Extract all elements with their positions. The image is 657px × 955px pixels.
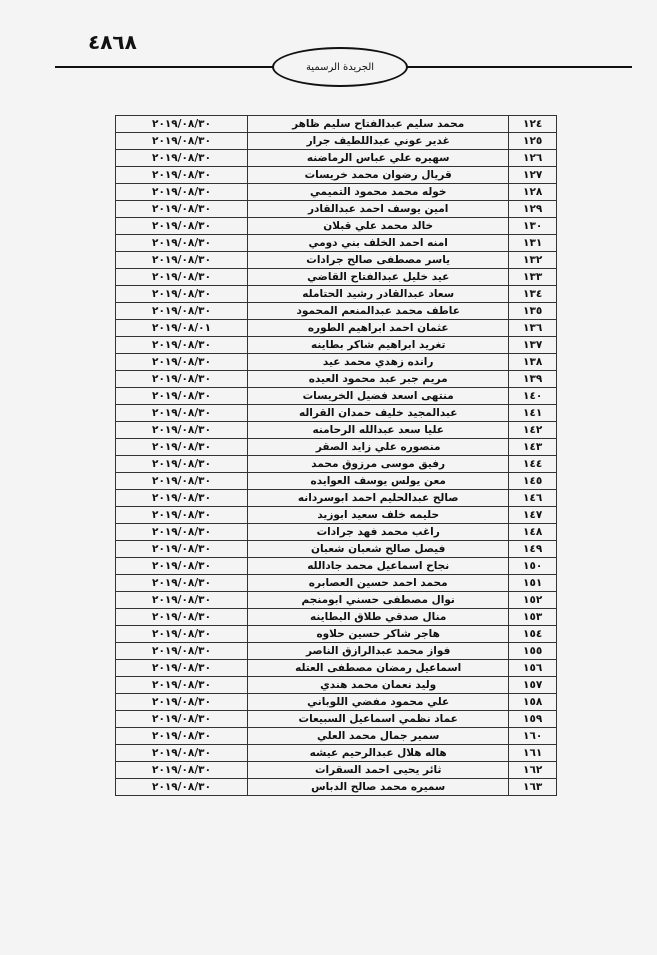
person-name: هاجر شاكر حسين حلاوه bbox=[248, 626, 509, 643]
row-number: ١٤٦ bbox=[509, 490, 557, 507]
publication-title-oval bbox=[272, 47, 408, 87]
row-number: ١٢٥ bbox=[509, 133, 557, 150]
row-number: ١٤٤ bbox=[509, 456, 557, 473]
row-number: ١٢٦ bbox=[509, 150, 557, 167]
table-row bbox=[116, 371, 557, 388]
table-row bbox=[116, 354, 557, 371]
row-date: ٢٠١٩/٠٨/٣٠ bbox=[116, 762, 248, 779]
row-date: ٢٠١٩/٠٨/٣٠ bbox=[116, 575, 248, 592]
row-date: ٢٠١٩/٠٨/٣٠ bbox=[116, 473, 248, 490]
person-name: نجاح اسماعيل محمد جادالله bbox=[248, 558, 509, 575]
person-name: رانده زهدي محمد عيد bbox=[248, 354, 509, 371]
row-number: ١٤٧ bbox=[509, 507, 557, 524]
publication-title: الجريدة الرسمية bbox=[305, 61, 375, 73]
person-name: تغريد ابراهيم شاكر بطاينه bbox=[248, 337, 509, 354]
row-date: ٢٠١٩/٠٨/٣٠ bbox=[116, 167, 248, 184]
table-row bbox=[116, 558, 557, 575]
person-name: قريال رضوان محمد خريسات bbox=[248, 167, 509, 184]
table-row bbox=[116, 728, 557, 745]
row-number: ١٤٠ bbox=[509, 388, 557, 405]
person-name: فيصل صالح شعبان شعبان bbox=[248, 541, 509, 558]
row-number: ١٤٢ bbox=[509, 422, 557, 439]
person-name: معن يولس يوسف العوايده bbox=[248, 473, 509, 490]
row-date: ٢٠١٩/٠٨/٣٠ bbox=[116, 133, 248, 150]
row-number: ١٣٣ bbox=[509, 269, 557, 286]
row-date: ٢٠١٩/٠٨/٣٠ bbox=[116, 779, 248, 796]
row-date: ٢٠١٩/٠٨/٣٠ bbox=[116, 269, 248, 286]
row-number: ١٣٢ bbox=[509, 252, 557, 269]
row-number: ١٢٧ bbox=[509, 167, 557, 184]
person-name: سميره محمد صالح الدباس bbox=[248, 779, 509, 796]
table-row bbox=[116, 235, 557, 252]
person-name: عماد نظمي اسماعيل السبيعات bbox=[248, 711, 509, 728]
row-number: ١٣١ bbox=[509, 235, 557, 252]
row-date: ٢٠١٩/٠٨/٠١ bbox=[116, 320, 248, 337]
row-number: ١٣٠ bbox=[509, 218, 557, 235]
table-row bbox=[116, 609, 557, 626]
person-name: حليمه خلف سعيد ابوزيد bbox=[248, 507, 509, 524]
row-number: ١٤٣ bbox=[509, 439, 557, 456]
row-date: ٢٠١٩/٠٨/٣٠ bbox=[116, 235, 248, 252]
row-number: ١٣٨ bbox=[509, 354, 557, 371]
person-name: اسماعيل رمضان مصطفى العتله bbox=[248, 660, 509, 677]
person-name: عليا سعد عبدالله الرحامنه bbox=[248, 422, 509, 439]
row-date: ٢٠١٩/٠٨/٣٠ bbox=[116, 150, 248, 167]
row-number: ١٥٦ bbox=[509, 660, 557, 677]
row-number: ١٣٧ bbox=[509, 337, 557, 354]
row-date: ٢٠١٩/٠٨/٣٠ bbox=[116, 422, 248, 439]
row-date: ٢٠١٩/٠٨/٣٠ bbox=[116, 711, 248, 728]
row-date: ٢٠١٩/٠٨/٣٠ bbox=[116, 354, 248, 371]
table-row bbox=[116, 524, 557, 541]
row-number: ١٥٣ bbox=[509, 609, 557, 626]
row-date: ٢٠١٩/٠٨/٣٠ bbox=[116, 643, 248, 660]
row-number: ١٥٤ bbox=[509, 626, 557, 643]
row-number: ١٣٩ bbox=[509, 371, 557, 388]
table-row bbox=[116, 745, 557, 762]
names-table bbox=[115, 115, 557, 796]
person-name: ياسر مصطفى صالح جرادات bbox=[248, 252, 509, 269]
person-name: رفيق موسى مرزوق محمد bbox=[248, 456, 509, 473]
row-number: ١٥٩ bbox=[509, 711, 557, 728]
row-date: ٢٠١٩/٠٨/٣٠ bbox=[116, 745, 248, 762]
person-name: وليد نعمان محمد هندي bbox=[248, 677, 509, 694]
table-row bbox=[116, 184, 557, 201]
table-row bbox=[116, 133, 557, 150]
row-number: ١٤١ bbox=[509, 405, 557, 422]
person-name: علي محمود مفضي اللوباني bbox=[248, 694, 509, 711]
table-row bbox=[116, 269, 557, 286]
row-date: ٢٠١٩/٠٨/٣٠ bbox=[116, 252, 248, 269]
person-name: خوله محمد محمود التميمي bbox=[248, 184, 509, 201]
row-number: ١٦٠ bbox=[509, 728, 557, 745]
table-row bbox=[116, 711, 557, 728]
person-name: عبدالمجيد خليف حمدان القراله bbox=[248, 405, 509, 422]
row-date: ٢٠١٩/٠٨/٣٠ bbox=[116, 388, 248, 405]
row-date: ٢٠١٩/٠٨/٣٠ bbox=[116, 524, 248, 541]
row-number: ١٢٩ bbox=[509, 201, 557, 218]
person-name: امنه احمد الخلف بني دومي bbox=[248, 235, 509, 252]
row-number: ١٥٧ bbox=[509, 677, 557, 694]
row-date: ٢٠١٩/٠٨/٣٠ bbox=[116, 609, 248, 626]
row-number: ١٢٨ bbox=[509, 184, 557, 201]
person-name: عيد خليل عبدالفتاح القاضي bbox=[248, 269, 509, 286]
row-number: ١٢٤ bbox=[509, 116, 557, 133]
table-row bbox=[116, 660, 557, 677]
table-row bbox=[116, 337, 557, 354]
row-date: ٢٠١٩/٠٨/٣٠ bbox=[116, 184, 248, 201]
row-date: ٢٠١٩/٠٨/٣٠ bbox=[116, 337, 248, 354]
table-row bbox=[116, 762, 557, 779]
table-row bbox=[116, 541, 557, 558]
person-name: هاله هلال عبدالرحيم عيشه bbox=[248, 745, 509, 762]
person-name: عاطف محمد عبدالمنعم المحمود bbox=[248, 303, 509, 320]
row-number: ١٦٣ bbox=[509, 779, 557, 796]
table-row bbox=[116, 575, 557, 592]
row-number: ١٤٨ bbox=[509, 524, 557, 541]
table-row bbox=[116, 643, 557, 660]
person-name: سعاد عبدالقادر رشيد الحتامله bbox=[248, 286, 509, 303]
row-number: ١٦٢ bbox=[509, 762, 557, 779]
row-number: ١٥٢ bbox=[509, 592, 557, 609]
row-number: ١٣٥ bbox=[509, 303, 557, 320]
table-row bbox=[116, 490, 557, 507]
table-row bbox=[116, 422, 557, 439]
table-row bbox=[116, 286, 557, 303]
person-name: منال صدقي طلاق البطاينه bbox=[248, 609, 509, 626]
table-row bbox=[116, 626, 557, 643]
table-row bbox=[116, 592, 557, 609]
row-date: ٢٠١٩/٠٨/٣٠ bbox=[116, 677, 248, 694]
row-date: ٢٠١٩/٠٨/٣٠ bbox=[116, 371, 248, 388]
row-date: ٢٠١٩/٠٨/٣٠ bbox=[116, 592, 248, 609]
person-name: سهيره علي عباس الرماضنه bbox=[248, 150, 509, 167]
table-row bbox=[116, 388, 557, 405]
person-name: امين يوسف احمد عبدالقادر bbox=[248, 201, 509, 218]
row-date: ٢٠١٩/٠٨/٣٠ bbox=[116, 405, 248, 422]
person-name: راغب محمد فهد جرادات bbox=[248, 524, 509, 541]
row-date: ٢٠١٩/٠٨/٣٠ bbox=[116, 626, 248, 643]
row-date: ٢٠١٩/٠٨/٣٠ bbox=[116, 660, 248, 677]
row-date: ٢٠١٩/٠٨/٣٠ bbox=[116, 541, 248, 558]
page-number: ٤٨٦٨ bbox=[88, 30, 137, 54]
person-name: خالد محمد علي قبلان bbox=[248, 218, 509, 235]
person-name: فواز محمد عبدالرازق الناصر bbox=[248, 643, 509, 660]
person-name: منصوره علي زايد الصقر bbox=[248, 439, 509, 456]
table-row bbox=[116, 456, 557, 473]
names-table-body bbox=[116, 116, 557, 796]
person-name: منتهى اسعد فضيل الخريسات bbox=[248, 388, 509, 405]
table-row bbox=[116, 303, 557, 320]
row-date: ٢٠١٩/٠٨/٣٠ bbox=[116, 439, 248, 456]
row-number: ١٥٥ bbox=[509, 643, 557, 660]
table-row bbox=[116, 779, 557, 796]
row-date: ٢٠١٩/٠٨/٣٠ bbox=[116, 490, 248, 507]
row-number: ١٥٠ bbox=[509, 558, 557, 575]
row-number: ١٤٥ bbox=[509, 473, 557, 490]
table-row bbox=[116, 150, 557, 167]
row-number: ١٥٨ bbox=[509, 694, 557, 711]
table-row bbox=[116, 252, 557, 269]
table-row bbox=[116, 116, 557, 133]
row-number: ١٤٩ bbox=[509, 541, 557, 558]
table-row bbox=[116, 694, 557, 711]
row-date: ٢٠١٩/٠٨/٣٠ bbox=[116, 218, 248, 235]
table-row bbox=[116, 677, 557, 694]
row-date: ٢٠١٩/٠٨/٣٠ bbox=[116, 694, 248, 711]
person-name: سمير جمال محمد العلي bbox=[248, 728, 509, 745]
row-date: ٢٠١٩/٠٨/٣٠ bbox=[116, 116, 248, 133]
row-number: ١٣٦ bbox=[509, 320, 557, 337]
person-name: غدير عوني عبداللطيف جرار bbox=[248, 133, 509, 150]
row-number: ١٣٤ bbox=[509, 286, 557, 303]
row-date: ٢٠١٩/٠٨/٣٠ bbox=[116, 303, 248, 320]
table-row bbox=[116, 473, 557, 490]
row-date: ٢٠١٩/٠٨/٣٠ bbox=[116, 286, 248, 303]
table-row bbox=[116, 439, 557, 456]
table-row bbox=[116, 218, 557, 235]
row-date: ٢٠١٩/٠٨/٣٠ bbox=[116, 728, 248, 745]
person-name: محمد احمد حسين العصابره bbox=[248, 575, 509, 592]
person-name: محمد سليم عبدالفتاح سليم ظاهر bbox=[248, 116, 509, 133]
table-row bbox=[116, 167, 557, 184]
row-date: ٢٠١٩/٠٨/٣٠ bbox=[116, 507, 248, 524]
person-name: مريم جبر عبد محمود العيده bbox=[248, 371, 509, 388]
person-name: نوال مصطفى حسني ابومنجم bbox=[248, 592, 509, 609]
row-date: ٢٠١٩/٠٨/٣٠ bbox=[116, 456, 248, 473]
person-name: صالح عبدالحليم احمد ابوسردانه bbox=[248, 490, 509, 507]
person-name: ثائر يحيى احمد السقرات bbox=[248, 762, 509, 779]
row-number: ١٥١ bbox=[509, 575, 557, 592]
table-row bbox=[116, 201, 557, 218]
table-row bbox=[116, 507, 557, 524]
row-date: ٢٠١٩/٠٨/٣٠ bbox=[116, 201, 248, 218]
row-date: ٢٠١٩/٠٨/٣٠ bbox=[116, 558, 248, 575]
row-number: ١٦١ bbox=[509, 745, 557, 762]
person-name: عثمان احمد ابراهيم الطوره bbox=[248, 320, 509, 337]
table-row bbox=[116, 405, 557, 422]
table-row bbox=[116, 320, 557, 337]
